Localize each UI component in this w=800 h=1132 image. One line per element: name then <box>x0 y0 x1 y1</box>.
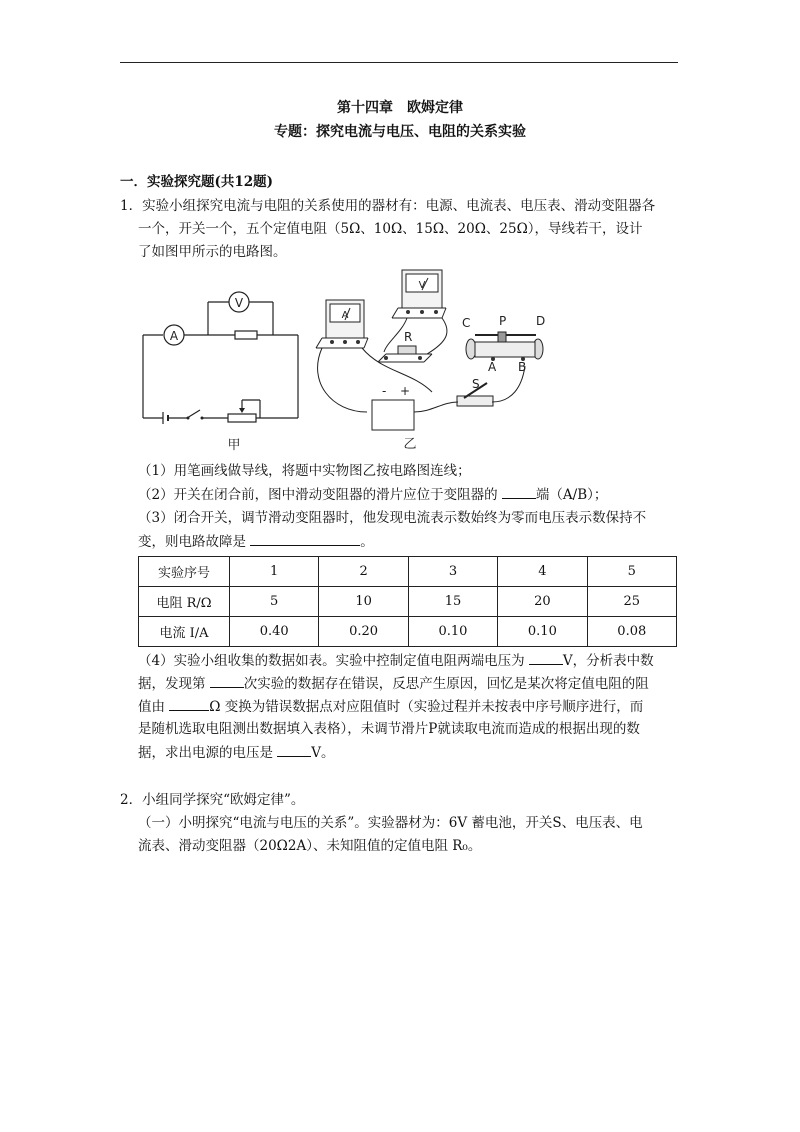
header-rule <box>120 62 678 63</box>
q1-part4-line2 <box>138 673 698 694</box>
label-b: B <box>518 360 527 374</box>
switch <box>457 396 493 406</box>
table-cell: 0.40 <box>230 617 319 647</box>
battery-minus: - <box>382 384 387 398</box>
q1-part2-text-b: 端（A/B）； <box>535 487 608 503</box>
label-r: R <box>404 330 413 344</box>
label-d: D <box>536 314 546 328</box>
q1-part4-line4: 是随机选取电阻测出数据填入表格），未调节滑片P就读取电流而造成的根据出现的数 <box>138 721 640 737</box>
ammeter-dial-label: A <box>341 310 349 321</box>
table-cell: 4 <box>498 557 587 587</box>
table-row <box>139 587 677 617</box>
q1-part4-text-5a: 据，求出电源的电压是 <box>138 745 278 761</box>
q1-part4-text-1a: （4）实验小组收集的数据如表。实验中控制定值电阻两端电压为 <box>138 653 529 669</box>
q1-part2-text-a: （2）开关在闭合前，图中滑动变阻器的滑片应位于变阻器的 <box>138 487 502 503</box>
q1-part4-text-2a: 据，发现第 <box>138 676 210 692</box>
label-a: A <box>488 360 497 374</box>
voltmeter-dial-label: V <box>418 280 426 291</box>
q1-part4-line5 <box>138 742 698 763</box>
answer-blank-4d[interactable] <box>277 742 311 757</box>
battery <box>372 400 414 430</box>
table-cell: 电阻 R/Ω <box>139 587 230 617</box>
table-cell: 实验序号 <box>139 557 230 587</box>
label-s: S <box>472 377 480 391</box>
rheostat-coil <box>475 342 535 357</box>
data-table <box>138 556 677 647</box>
table-cell: 25 <box>587 587 676 617</box>
q1-text-line2: 一个，开关一个，五个定值电阻（5Ω、10Ω、15Ω、20Ω、25Ω），导线若干，设计 <box>138 221 643 237</box>
label-p: P <box>499 314 507 328</box>
answer-blank-4b[interactable] <box>210 673 244 688</box>
q1-part3-line1: （3）闭合开关，调节滑动变阻器时，他发现电流表示数始终为零而电压表示数保持不 <box>138 510 647 526</box>
table-row <box>139 557 677 587</box>
q1-part4-text-5b: V。 <box>311 745 335 761</box>
topic-title: 专题：探究电流与电压、电阻的关系实验 <box>274 124 526 140</box>
table-cell: 1 <box>230 557 319 587</box>
q1-part4-text-2b: 次实验的数据存在错误，反思产生原因，回忆是某次将定值电阻的阻 <box>243 676 649 692</box>
q1-part3-text-c: 。 <box>360 534 374 550</box>
q1-part4-line3 <box>138 696 698 717</box>
apparatus-figure-yi <box>312 262 562 457</box>
q1-text-line1: 1．实验小组探究电流与电阻的关系使用的器材有：电源、电流表、电压表、滑动变阻器各 <box>120 198 656 214</box>
table-row <box>139 617 677 647</box>
table-cell: 0.10 <box>498 617 587 647</box>
q1-part4-text-1b: V，分析表中数 <box>562 653 654 669</box>
q1-part3-text-b: 变，则电路故障是 <box>138 534 251 550</box>
circuit-diagram-jia <box>130 282 320 454</box>
figure-yi-label: 乙 <box>403 437 417 452</box>
table-cell: 5 <box>230 587 319 617</box>
table-cell: 0.10 <box>408 617 497 647</box>
section-title: 一．实验探究题(共12题) <box>120 174 274 190</box>
table-cell: 0.20 <box>319 617 408 647</box>
answer-blank-2[interactable] <box>502 484 536 499</box>
label-c: C <box>462 316 471 330</box>
q1-text-line3: 了如图甲所示的电路图。 <box>138 244 287 260</box>
voltmeter-label: V <box>234 296 244 310</box>
answer-blank-4a[interactable] <box>529 650 563 665</box>
q1-part3-line2 <box>138 531 698 552</box>
q1-part2 <box>138 484 698 505</box>
table-cell: 0.08 <box>587 617 676 647</box>
q2-text-line3: 流表、滑动变阻器（20Ω2A）、未知阻值的定值电阻 R₀。 <box>138 838 482 854</box>
table-cell: 3 <box>408 557 497 587</box>
table-cell: 20 <box>498 587 587 617</box>
table-cell: 15 <box>408 587 497 617</box>
table-cell: 电流 I/A <box>139 617 230 647</box>
answer-blank-3[interactable] <box>250 531 360 546</box>
battery-plus: + <box>400 384 411 398</box>
q1-part4-text-3b: Ω 变换为错误数据点对应阻值时（实验过程并未按表中序号顺序进行，而 <box>209 699 644 715</box>
q1-part4-line1 <box>138 650 698 671</box>
table-cell: 5 <box>587 557 676 587</box>
figure-jia-label: 甲 <box>227 438 241 453</box>
ammeter-label: A <box>169 329 179 343</box>
table-cell: 10 <box>319 587 408 617</box>
q2-text-line2: （一）小明探究“电流与电压的关系”。实验器材为：6V 蓄电池，开关S、电压表、电 <box>138 815 643 831</box>
chapter-title: 第十四章 欧姆定律 <box>337 100 463 116</box>
q2-text-line1: 2．小组同学探究“欧姆定律”。 <box>120 792 305 808</box>
q1-part4-text-3a: 值由 <box>138 699 170 715</box>
table-cell: 2 <box>319 557 408 587</box>
q1-part1: （1）用笔画线做导线，将题中实物图乙按电路图连线； <box>138 463 471 479</box>
answer-blank-4c[interactable] <box>169 696 209 711</box>
